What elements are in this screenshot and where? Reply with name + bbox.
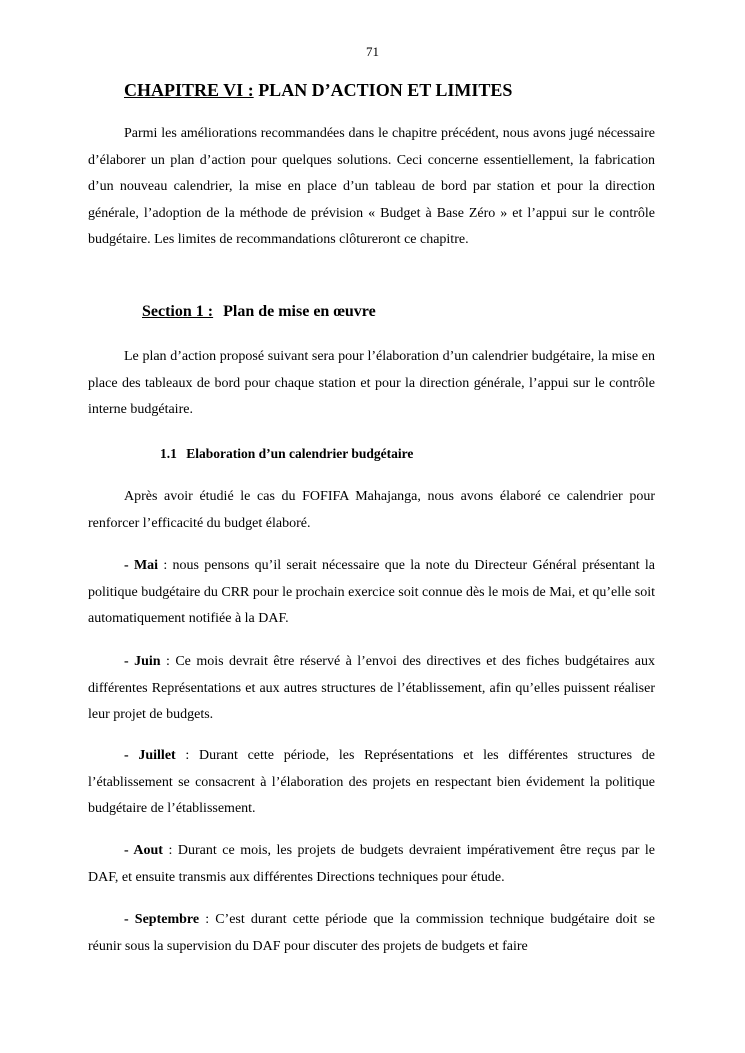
chapter-title <box>124 80 512 101</box>
month-label: - Aout <box>124 843 163 858</box>
month-paragraph-mai <box>88 553 655 633</box>
month-text: : Ce mois devrait être réservé à l’envoi des directives et des fiches budgétaires aux différentes Représentations et aux autres structures de l’établissement, afin qu’elles puissent réaliser leur projet de budgets. <box>88 654 656 722</box>
chapter-intro-paragraph: Parmi les améliorations recommandées dans le chapitre précédent, nous avons jugé nécessaire d’élaborer un plan d’action pour quelques solutions. Ceci concerne essentiellement, la fabrication d’un nouveau calendrier, la mise en place d’un tableau de bord par station et pour la direction générale, l’adoption de la méthode de prévision « Budget à Base Zéro » et l’appui sur le contrôle budgétaire. Les limites de recommandations clôtureront ce chapitre. <box>88 126 655 247</box>
month-label: - Septembre <box>124 912 200 927</box>
subsection-title <box>160 446 413 462</box>
month-text: : C’est durant cette période que la commission technique budgétaire doit se réunir sous la supervision du DAF pour discuter des projets de budgets et faire <box>88 912 656 954</box>
chapter-label: CHAPITRE VI : <box>124 80 254 100</box>
month-text: : Durant cette période, les Représentations et les différentes structures de l’établissement se consacrent à l’élaboration des projets en respectant bien évidement la politique budgétaire de l’établissement. <box>88 748 655 816</box>
month-paragraph-septembre <box>88 907 655 960</box>
section-title <box>142 303 376 321</box>
month-label: - Juin <box>124 654 161 669</box>
section-title-text: Plan de mise en œuvre <box>223 303 376 320</box>
subsection-intro-paragraph: Après avoir étudié le cas du FOFIFA Mahajanga, nous avons élaboré ce calendrier pour renforcer l’efficacité du budget élaboré. <box>88 489 655 531</box>
month-paragraph-juillet <box>88 743 655 823</box>
month-text: : Durant ce mois, les projets de budgets devraient impérativement être reçus par le DAF, et ensuite transmis aux différentes Directions techniques pour étude. <box>88 843 655 885</box>
chapter-title-text: PLAN D’ACTION ET LIMITES <box>258 80 513 100</box>
subsection-title-text: Elaboration d’un calendrier budgétaire <box>186 446 414 461</box>
month-label: - Juillet <box>124 748 176 763</box>
page-number: 71 <box>366 44 379 59</box>
subsection-number: 1.1 <box>160 446 177 461</box>
month-paragraph-aout <box>88 838 655 891</box>
section-intro-paragraph: Le plan d’action proposé suivant sera pour l’élaboration d’un calendrier budgétaire, la mise en place des tableaux de bord pour chaque station et pour la direction générale, l’appui sur le contrôle interne budgétaire. <box>88 349 655 417</box>
section-label: Section 1 : <box>142 303 214 320</box>
month-paragraph-juin <box>88 649 655 729</box>
month-label: - Mai <box>124 558 159 573</box>
month-text: : nous pensons qu’il serait nécessaire que la note du Directeur Général présentant la politique budgétaire du CRR pour le prochain exercice soit connue dès le mois de Mai, et qu’elle soit automatiquement notifiée à la DAF. <box>88 558 655 626</box>
